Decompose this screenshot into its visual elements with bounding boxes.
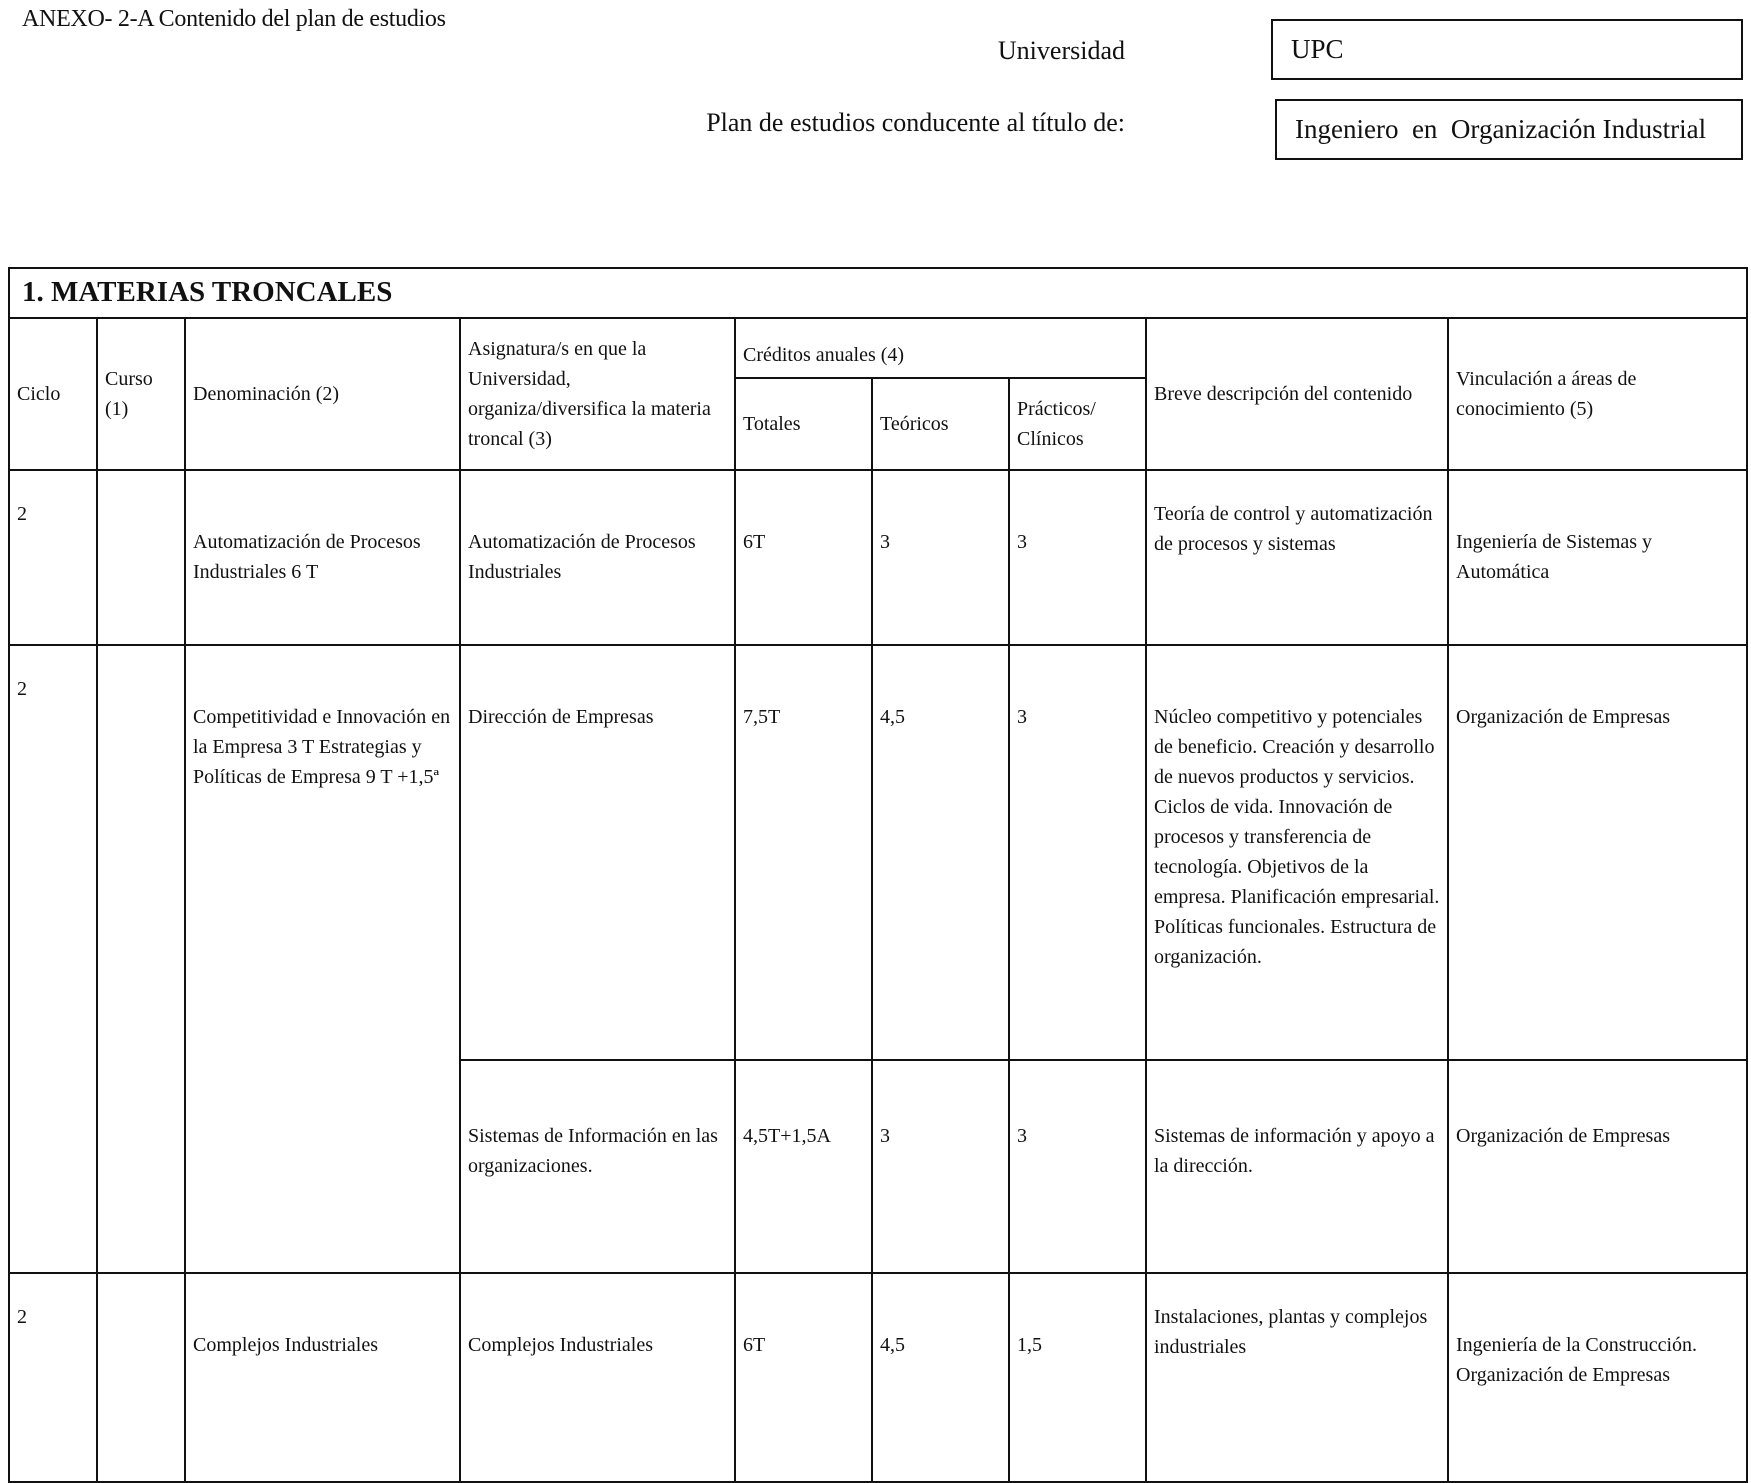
cell-descripcion: Núcleo competitivo y potenciales de beneficio. Creación y desarrollo de nuevos productos y servicios. Ciclos de vida. Innovación de procesos y transferencia de tecnología. Objetivos de la empresa. Planificación empresarial. Políticas funcionales. Estructura de organización.	[1146, 645, 1448, 1060]
cell-teoricos: 3	[872, 1060, 1009, 1273]
table-row	[9, 470, 1747, 645]
cell-practicos: 1,5	[1009, 1273, 1146, 1482]
header-denominacion: Denominación (2)	[185, 318, 460, 470]
cell-totales: 6T	[735, 1273, 872, 1482]
header-curso: Curso (1)	[97, 318, 185, 470]
cell-denominacion: Automatización de Procesos Industriales 6 T	[185, 470, 460, 645]
cell-asignatura: Sistemas de Información en las organizaciones.	[460, 1060, 735, 1273]
universidad-value-box	[1271, 19, 1743, 80]
cell-curso	[97, 470, 185, 645]
cell-asignatura: Complejos Industriales	[460, 1273, 735, 1482]
cell-teoricos: 4,5	[872, 1273, 1009, 1482]
cell-ciclo: 2	[9, 1273, 97, 1482]
header-ciclo: Ciclo	[9, 318, 97, 470]
table-row	[9, 645, 1747, 1060]
cell-curso	[97, 1273, 185, 1482]
plan-label: Plan de estudios conducente al título de:	[706, 108, 1125, 137]
cell-teoricos: 4,5	[872, 645, 1009, 1060]
cell-practicos: 3	[1009, 470, 1146, 645]
header-totales: Totales	[735, 378, 872, 470]
cell-curso	[97, 645, 185, 1273]
plan-value: Ingeniero en Organización Industrial	[1295, 114, 1707, 144]
universidad-label: Universidad	[997, 36, 1125, 65]
cell-denominacion: Complejos Industriales	[185, 1273, 460, 1482]
materias-troncales-table	[8, 267, 1748, 1483]
header-teoricos: Teóricos	[872, 378, 1009, 470]
section-title: 1. MATERIAS TRONCALES	[9, 268, 1747, 318]
cell-totales: 6T	[735, 470, 872, 645]
header-descripcion: Breve descripción del contenido	[1146, 318, 1448, 470]
cell-denominacion: Competitividad e Innovación en la Empresa 3 T Estrategias y Políticas de Empresa 9 T +1,5ª	[185, 645, 460, 1273]
document-title: ANEXO- 2-A Contenido del plan de estudios	[22, 6, 446, 32]
universidad-value: UPC	[1291, 34, 1344, 64]
cell-descripcion: Instalaciones, plantas y complejos industriales	[1146, 1273, 1448, 1482]
header-practicos: Prácticos/ Clínicos	[1009, 378, 1146, 470]
cell-descripcion: Teoría de control y automatización de procesos y sistemas	[1146, 470, 1448, 645]
plan-value-box	[1275, 99, 1743, 160]
cell-asignatura: Dirección de Empresas	[460, 645, 735, 1060]
cell-totales: 7,5T	[735, 645, 872, 1060]
header-vinculacion: Vinculación a áreas de conocimiento (5)	[1448, 318, 1747, 470]
table-row	[9, 1273, 1747, 1482]
cell-vinculacion: Organización de Empresas	[1448, 645, 1747, 1060]
section-title-row	[9, 268, 1747, 318]
cell-descripcion: Sistemas de información y apoyo a la dirección.	[1146, 1060, 1448, 1273]
cell-ciclo: 2	[9, 645, 97, 1273]
header-asignatura: Asignatura/s en que la Universidad, organiza/diversifica la materia troncal (3)	[460, 318, 735, 470]
cell-practicos: 3	[1009, 1060, 1146, 1273]
cell-asignatura: Automatización de Procesos Industriales	[460, 470, 735, 645]
cell-teoricos: 3	[872, 470, 1009, 645]
cell-totales: 4,5T+1,5A	[735, 1060, 872, 1273]
cell-ciclo: 2	[9, 470, 97, 645]
header-row-1	[9, 318, 1747, 378]
cell-vinculacion: Ingeniería de Sistemas y Automática	[1448, 470, 1747, 645]
cell-vinculacion: Organización de Empresas	[1448, 1060, 1747, 1273]
cell-practicos: 3	[1009, 645, 1146, 1060]
header-creditos: Créditos anuales (4)	[735, 318, 1146, 378]
cell-vinculacion: Ingeniería de la Construcción. Organización de Empresas	[1448, 1273, 1747, 1482]
